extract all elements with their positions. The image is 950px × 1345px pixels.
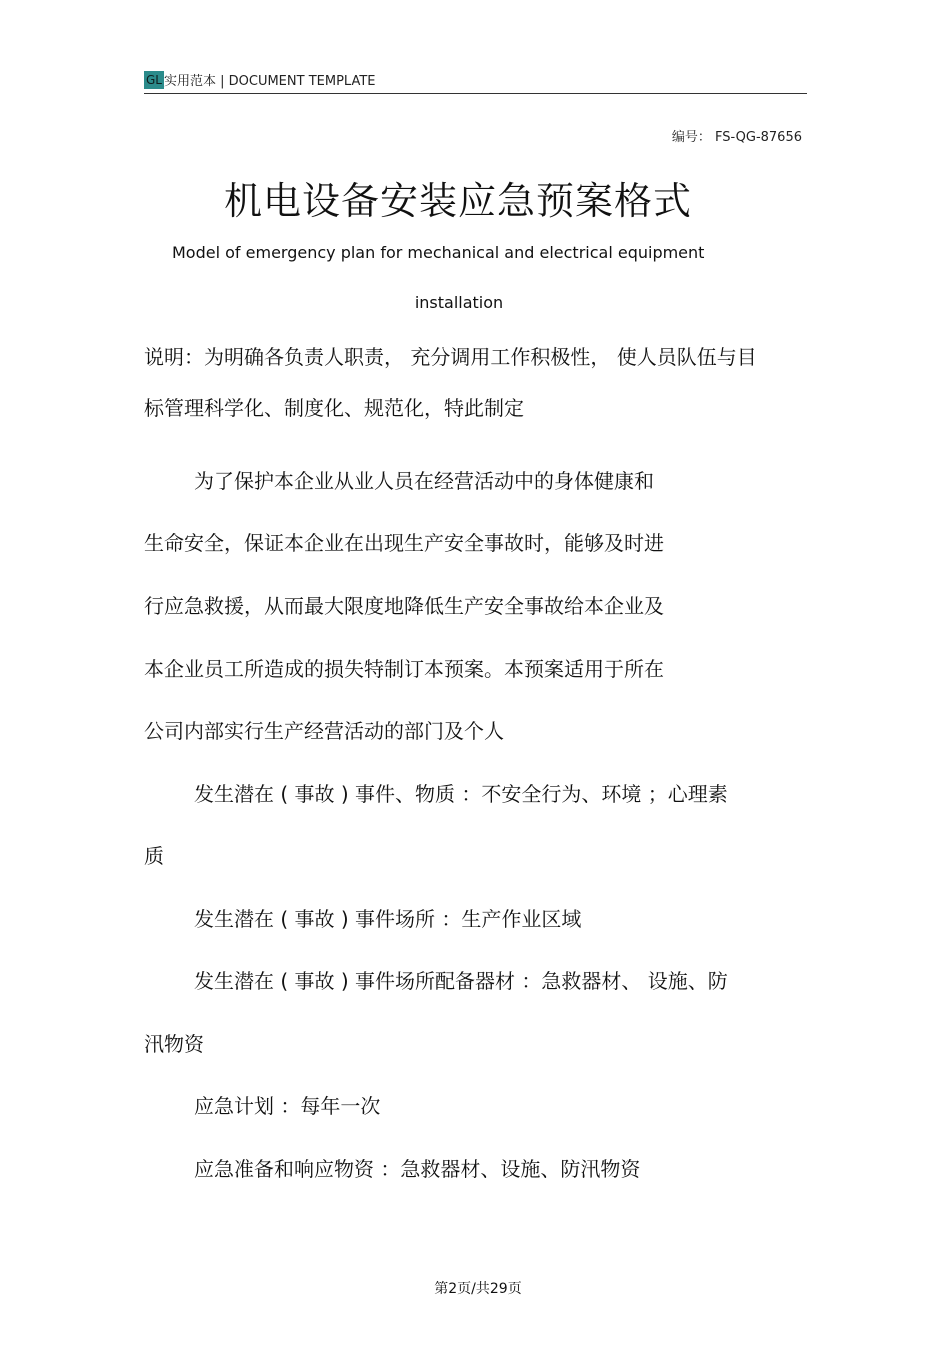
item1-line2: 质 bbox=[144, 844, 164, 868]
header-text: 实用范本 | DOCUMENT TEMPLATE bbox=[163, 74, 376, 89]
item4: 应急计划 ：每年一次 bbox=[194, 1094, 381, 1118]
body-para1-line4: 本企业员工所造成的损失特制订本预案。本预案适用于所在 bbox=[144, 657, 664, 681]
item3-line1: 发生潜在 ( 事故 ) 事件场所配备器材 ：急救器材、 设施、防 bbox=[194, 969, 728, 993]
body-para1-line3: 行应急救援，从而最大限度地降低生产安全事故给本企业及 bbox=[144, 594, 664, 618]
document-title: 机电设备安装应急预案格式 bbox=[223, 179, 692, 223]
item5: 应急准备和响应物资 ：急救器材、设施、防汛物资 bbox=[194, 1157, 641, 1181]
header-divider bbox=[144, 93, 807, 94]
item3-line2: 汛物资 bbox=[144, 1032, 204, 1056]
document-number: 编号： FS-QG-87656 bbox=[671, 130, 802, 145]
body-para1-line2: 生命安全，保证本企业在出现生产安全事故时，能够及时进 bbox=[144, 531, 664, 555]
note-line1: 说明：为明确各负责人职责， 充分调用工作积极性， 使人员队伍与目 bbox=[144, 345, 757, 369]
english-subtitle-line1: Model of emergency plan for mechanical and electrical equipment bbox=[172, 243, 705, 262]
note-line2: 标管理科学化、制度化、规范化，特此制定 bbox=[144, 396, 524, 420]
item2: 发生潜在 ( 事故 ) 事件场所 ：生产作业区域 bbox=[194, 907, 582, 931]
page-header bbox=[144, 70, 375, 89]
page-footer: 第2页/共29页 bbox=[434, 1281, 522, 1297]
gl-logo: GL bbox=[146, 72, 162, 87]
body-para1-line1: 为了保护本企业从业人员在经营活动中的身体健康和 bbox=[194, 469, 654, 493]
item1-line1: 发生潜在 ( 事故 ) 事件、物质 ：不安全行为、环境 ；心理素 bbox=[194, 782, 728, 806]
english-subtitle-line2: installation bbox=[414, 293, 504, 312]
body-para1-line5: 公司内部实行生产经营活动的部门及个人 bbox=[144, 719, 504, 743]
